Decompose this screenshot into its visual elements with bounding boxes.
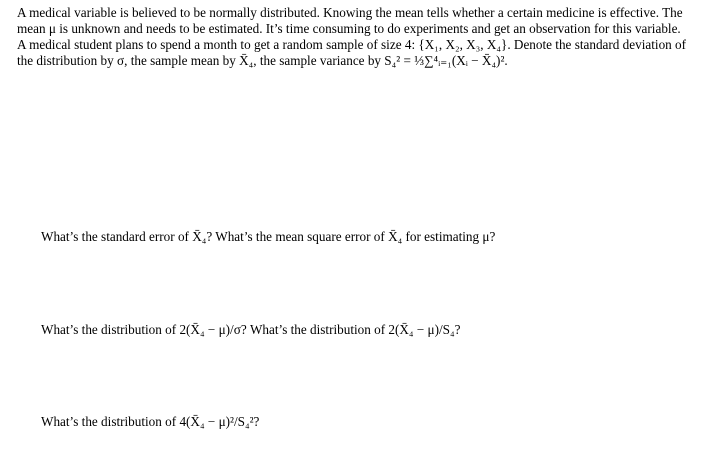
problem-statement bbox=[17, 5, 707, 69]
statement-line-3: A medical student plans to spend a month to get a random sample of size 4: {X₁, X₂, X₃, X₄}. Denote the standard deviation of bbox=[17, 37, 687, 52]
question-2: What’s the distribution of 2(X̄₄ − μ)/σ? What’s the distribution of 2(X̄₄ − μ)/S₄? bbox=[41, 322, 461, 337]
question-1: What’s the standard error of X̄₄? What’s the mean square error of X̄₄ for estimating μ? bbox=[41, 229, 496, 244]
statement-line-2: mean μ is unknown and needs to be estimated. It’s time consuming to do experiments and get an observation for this variable. bbox=[17, 21, 681, 36]
question-3: What’s the distribution of 4(X̄₄ − μ)²/S₄²? bbox=[41, 414, 260, 429]
statement-line-4: the distribution by σ, the sample mean by X̄₄, the sample variance by S₄² = ⅓∑⁴ᵢ₌₁(Xᵢ − X̄₄)². bbox=[17, 53, 508, 68]
statement-line-1: A medical variable is believed to be normally distributed. Knowing the mean tells whether a certain medicine is effective. The bbox=[17, 5, 683, 20]
